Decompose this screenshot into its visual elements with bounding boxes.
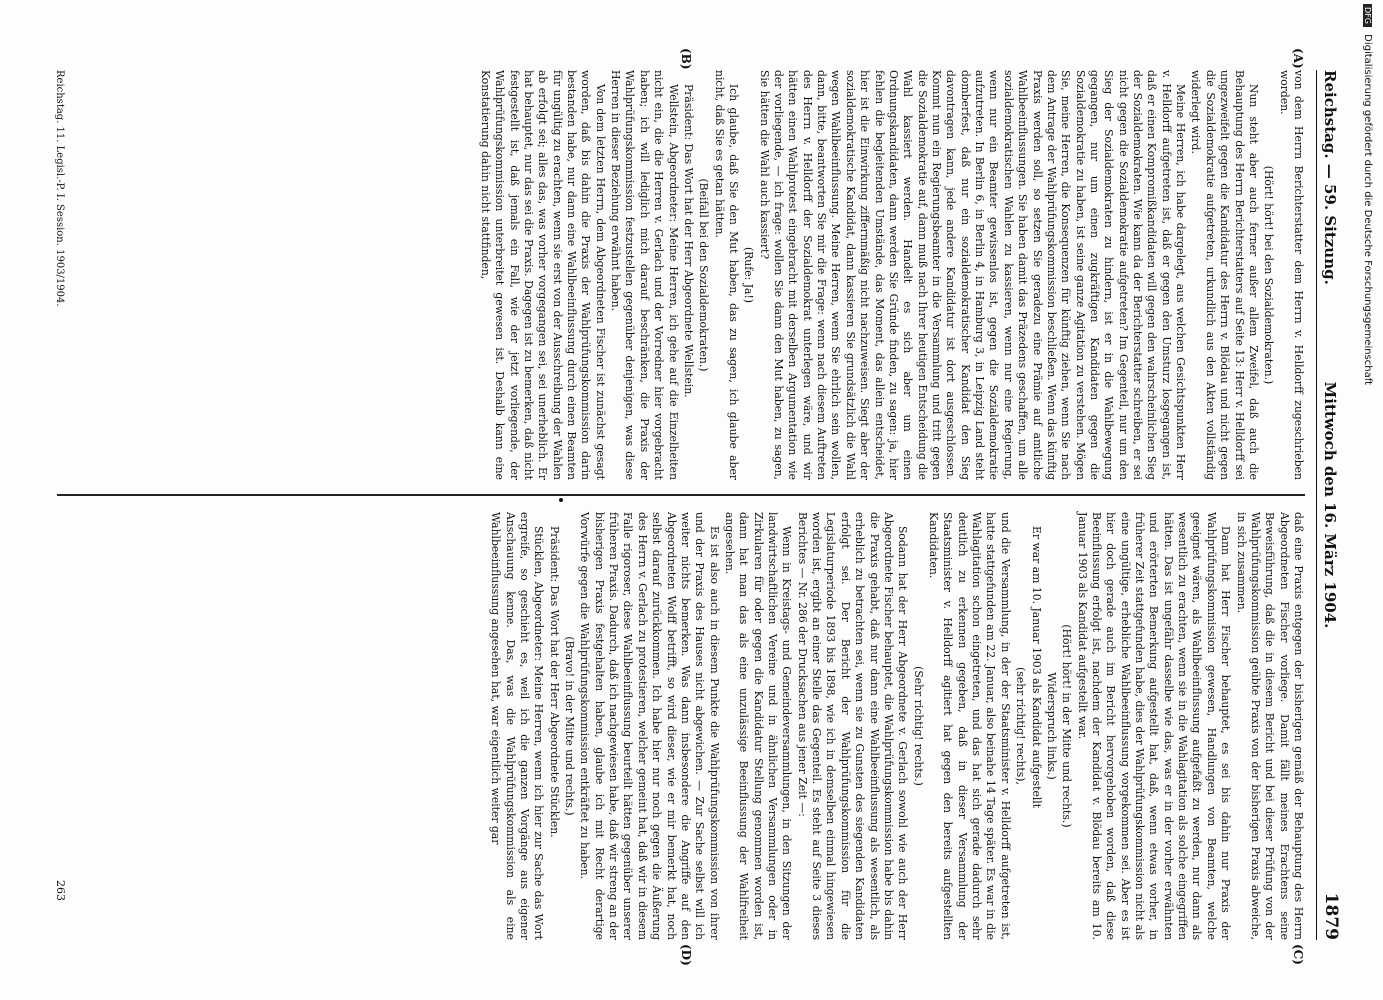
paragraph: von dem Herrn Berichterstatter dem Herrn v. Helldorff zugeschrieben worden. [1277, 70, 1305, 480]
speaker-paragraph: Stücklen, Abgeordneter: Meine Herren, wenn ich hier zur Sache das Wort ergreife, so geschieht es, weil ich die ganzen Vorgänge aus eigener Anschauung kenne. Das, was die Wahlprüfungskommission als eine Wahlbeeinflussung angesehen hat, war eigentlich weiter gar [489, 512, 546, 940]
bottom-page-number: 263 [54, 880, 67, 901]
right-column [487, 512, 1305, 940]
paragraph: Sodann hat der Herr Abgeordnete v. Gerlach sowohl wie auch der Herr Abgeordnete Fischer behauptet, die Wahlprüfungskommission habe bis dahin die Praxis gehabt, daß nur dann eine Wahlbeeinflussung als wesentlich, als erheblich zu betrachten sei, wenn sie zu Gunsten des siegenden Kandidaten erfolgt sei. Der Bericht der Wahlprüfungskommission für die Legislaturperiode 1893 bis 1898, wie ich in demselben einmal hingewiesen worden ist, ergibt an einer Stelle das Gegenteil. Es steht auf Seite 3 dieses Berichtes — Nr. 286 der Drucksachen aus jener Zeit —: [795, 512, 910, 940]
interjection: (sehr richtig! rechts), [1014, 667, 1028, 785]
funding-text: Digitalisierung gefördert durch die Deutsche Forschungsgemeinschaft [1362, 34, 1373, 385]
margin-marker-a: (A) [1291, 48, 1305, 69]
header-date: Mittwoch den 16. März 1904. [1321, 381, 1339, 629]
margin-marker-b: (B) [679, 48, 693, 70]
margin-marker-c: (C) [1291, 944, 1305, 965]
president-remark: Präsident: Das Wort hat der Herr Abgeordnete Wellstein. [681, 84, 695, 398]
paragraph: und die Versammlung, in der der Staatsminister v. Helldorff aufgetreten ist, hatte stattgefunden am 22. Januar, also beinahe 14 Tage später. Es war in die Wahlagitation schon eingetreten, und das hat sich gerade dadurch sehr deutlich zu erkennen gegeben, daß in dieser Versammlung der Staatsminister v. Helldorff agitiert hat gegen den bereits aufgestellten Kandidaten. [927, 512, 1012, 940]
header-left: Reichstag. — 59. Sitzung. [1321, 70, 1339, 285]
column-divider [57, 494, 1305, 496]
left-column [477, 70, 1305, 480]
paragraph: Meine Herren, ich habe dargelegt, aus welchen Gesichtspunkten Herr v. Helldorff aufgetreten ist, daß er gegen den Umsturz losgegangen ist, daß er einen Kompromißkandidaten will gegen den wahrscheinlichen Sieg der Sozialdemokraten. Wie kann da der Berichterstatter schreiben, er sei nicht gegen die Sozialdemokratie aufgetreten? Im Gegenteil, nur um den Sieg der Sozialdemokraten zu hindern, ist er in die Wahlbewegung gegangen, nur um einen zugkräftigen Kandidaten gegen die Sozialdemokratie zu haben, ist seine ganze Agitation zu verstehen. Mögen Sie, meine Herren, die Konsequenzen für künftig ziehen, wenn Sie nach dem Antrage der Wahlprüfungskommission beschließen. Wenn das künftig Praxis werden soll, so setzen Sie geradezu eine Prämie auf amtliche Wahlbeeinflussungen. Sie haben damit das Präzedens geschaffen, um alle sozialdemokratischen Wahlen zu kassieren, wenn nur eine Regierung, wenn nur ein Beamter gewissenlos ist, gegen die Sozialdemokratie aufzutreten. In Berlin 6, in Berlin 4, in Hamburg 3, in Leipzig Land steht domberfest, daß nur ein sozialdemokratischer Kandidat den Sieg davontragen kann, jede andere Kandidatur ist dort ausgeschlossen. Kommt nun ein Regierungsbeamter in die Versammlung und tritt gegen die Sozialdemokratie auf, dann muß nach Ihrer heutigen Entscheidung die Wahl kassiert werden. Handelt es sich aber um einen Ordnungskandidaten, dann werden Sie Gründe finden, zu sagen: ja, hier fehlen die begleitenden Umstände, das Moment, das allein entscheidet, hier ist die Einwirkung ziffernmäßig nicht nachzuweisen. Siegt aber der sozialdemokratische Kandidat, dann kassieren Sie grundsätzlich die Wahl wegen Wahlbeeinflussung. Meine Herren, wenn Sie ehrlich sein wollen, dann, bitte, beantworten Sie mir die Frage: wenn nach diesem Auftreten des Herrn v. Helldorff der Sozialdemokrat unterlegen wäre, und wir hätten einen Wahlprotest eingebracht mit derselben Argumentation wie der vorliegende, — ich frage: wollen Sie dann den Mut haben, zu sagen, Sie hätten die Wahl auch kassiert? [757, 70, 1188, 480]
page-header [1316, 70, 1343, 940]
paragraph: Dann hat Herr Fischer behauptet, es sei bis dahin nur Praxis der Wahlprüfungskommission gewesen, Handlungen von Beamten, welche geeignet wären, als Wahlbeeinflussung aufgefaßt zu werden, nur dann als wesentlich zu erachten, wenn sie in die Wahlagitation als solche eingegriffen hätten. Das ist ungefähr dasselbe wie das, was er in der vorher erwähnten und erörterten Bemerkung aufgestellt hat, daß, wenn etwas vorher, in früherer Zeit stattgefunden habe, dies der Wahlprüfungskommission nicht als eine ungültige, erhebliche Wahlbeeinflussung vorgekommen sei. Aber es ist hier doch gerade auch im Bericht hervorgehoben worden, daß diese Beeinflussung erfolgt ist, nachdem der Kandidat v. Blödau bereits am 10. Januar 1903 als Kandidat aufgestellt war. [1075, 512, 1233, 940]
interjection: (Hört! hört! bei den Sozialdemokraten.) [1262, 165, 1276, 385]
interjection: (Sehr richtig! rechts.) [911, 666, 925, 786]
paragraph: Von dem letzten Herrn, dem Abgeordneten Fischer ist zunächst gesagt worden, daß bis dahin die Praxis der Wahlprüfungskommission darin bestanden habe, nur dann eine Wahlbeeinflussung durch einen Beamten für ungültig zu erachten, wenn sie erst von der Ausschreibung der Wahlen ab erfolgt sei; alles das, was vorher vorgegangen sei, sei unerheblich. Er hat behauptet, nur das sei die Praxis. Dagegen ist zu bemerken, daß nicht festgestellt ist, daß jemals ein Fall, wie der jetzt vorliegende, der Wahlprüfungskommission unterbreitet gewesen ist. Deshalb kann eine Konstatierung dahin nicht stattfinden, [478, 70, 607, 480]
page-footer: Reichstag. 11. Legisl.-P. I. Session. 1903/1904. [54, 70, 65, 307]
interjection: Widerspruch links.) [1044, 672, 1058, 780]
president-remark: Präsident: Das Wort hat der Herr Abgeordnete Stücklen. [547, 526, 561, 838]
ink-dot [559, 498, 563, 502]
quotation: Wenn in Kreistags- und Gemeindeversammlungen, in den Sitzungen der landwirtschaftlichen Vereine und in ähnlichen Versammlungen oder in Zirkularen für oder gegen die Kandidatur Stellung genommen worden ist, dann hat man das als eine unzulässige Beeinflussung der Wahlfreiheit angesehen. [722, 512, 794, 940]
funding-note [1359, 4, 1373, 984]
interjection: (Beifall bei den Sozialdemokraten.) [697, 178, 711, 372]
interjection: (Rufe: Ja!) [742, 246, 756, 304]
header-page-number: 1879 [1321, 892, 1341, 940]
interjection: (Hört! hört! in der Mitte und rechts.) [1060, 624, 1074, 828]
paragraph: daß eine Praxis entgegen der bisherigen gemäß der Behauptung des Herrn Abgeordneten Fischer vorliege. Damit fällt meines Erachtens seine Beweisführung, daß die in diesem Bericht und bei dieser Prüfung von der Wahlprüfungskommission geübte Praxis von der bisherigen Praxis abweiche, in sich zusammen. [1234, 512, 1305, 940]
dfg-logo: DFG [1363, 4, 1372, 27]
paragraph: Er war am 10. Januar 1903 als Kandidat aufgestellt [1029, 526, 1043, 809]
paragraph: Es ist also auch in diesem Punkte die Wahlprüfungskommission von ihrer und der Praxis des Hauses nicht abgewichen. — Zur Sache selbst will ich weiter nichts bemerken. Was dann insbesondere die Angriffe auf den Abgeordneten Wolff betrifft, so wird dieser, wie er mir bemerkt hat, noch selbst darauf zurückkommen. Ich habe hier nur noch gegen die Äußerung des Herrn v. Gerlach zu protestieren, welcher gemeint hat, daß wir in diesem Falle rigoroser, diese Wahlbeeinflussung beurteilt hätten gegenüber unserer früheren Praxis. Dadurch, daß ich nachgewiesen habe, daß wir streng an der bisherigen Praxis festgehalten haben, glaube ich mit Recht derartige Vorwürfe gegen die Wahlprüfungskommission entkräftet zu haben. [578, 512, 721, 940]
paragraph: Ich glaube, daß Sie den Mut haben, das zu sagen, ich glaube aber nicht, daß Sie es getan hätten. [712, 70, 740, 480]
paragraph: Nun steht aber auch ferner außer allem Zweifel, daß auch die Behauptung des Herrn Berichterstatters auf Seite 13: Herr v. Helldorff sei ungezweifelt gegen die Kandidatur des Herrn v. Blödau und nicht gegen die Sozialdemokratie aufgetreten, urkundlich aus den Akten vollständig widerlegt wird. [1189, 70, 1260, 480]
speaker-paragraph: Wellstein, Abgeordneter: Meine Herren, ich gehe auf die Einzelheiten nicht ein, die die Herren v. Gerlach und der Vorredner hier vorgebracht haben; ich will lediglich mich darauf beschränken, die Praxis der Wahlprüfungskommission festzustellen gegenüber denjenigen, was diese Herren in dieser Beziehung erwähnt haben. [609, 70, 680, 480]
margin-marker-d: (D) [679, 944, 693, 966]
interjection: (Bravo! in der Mitte und rechts.) [563, 636, 577, 816]
